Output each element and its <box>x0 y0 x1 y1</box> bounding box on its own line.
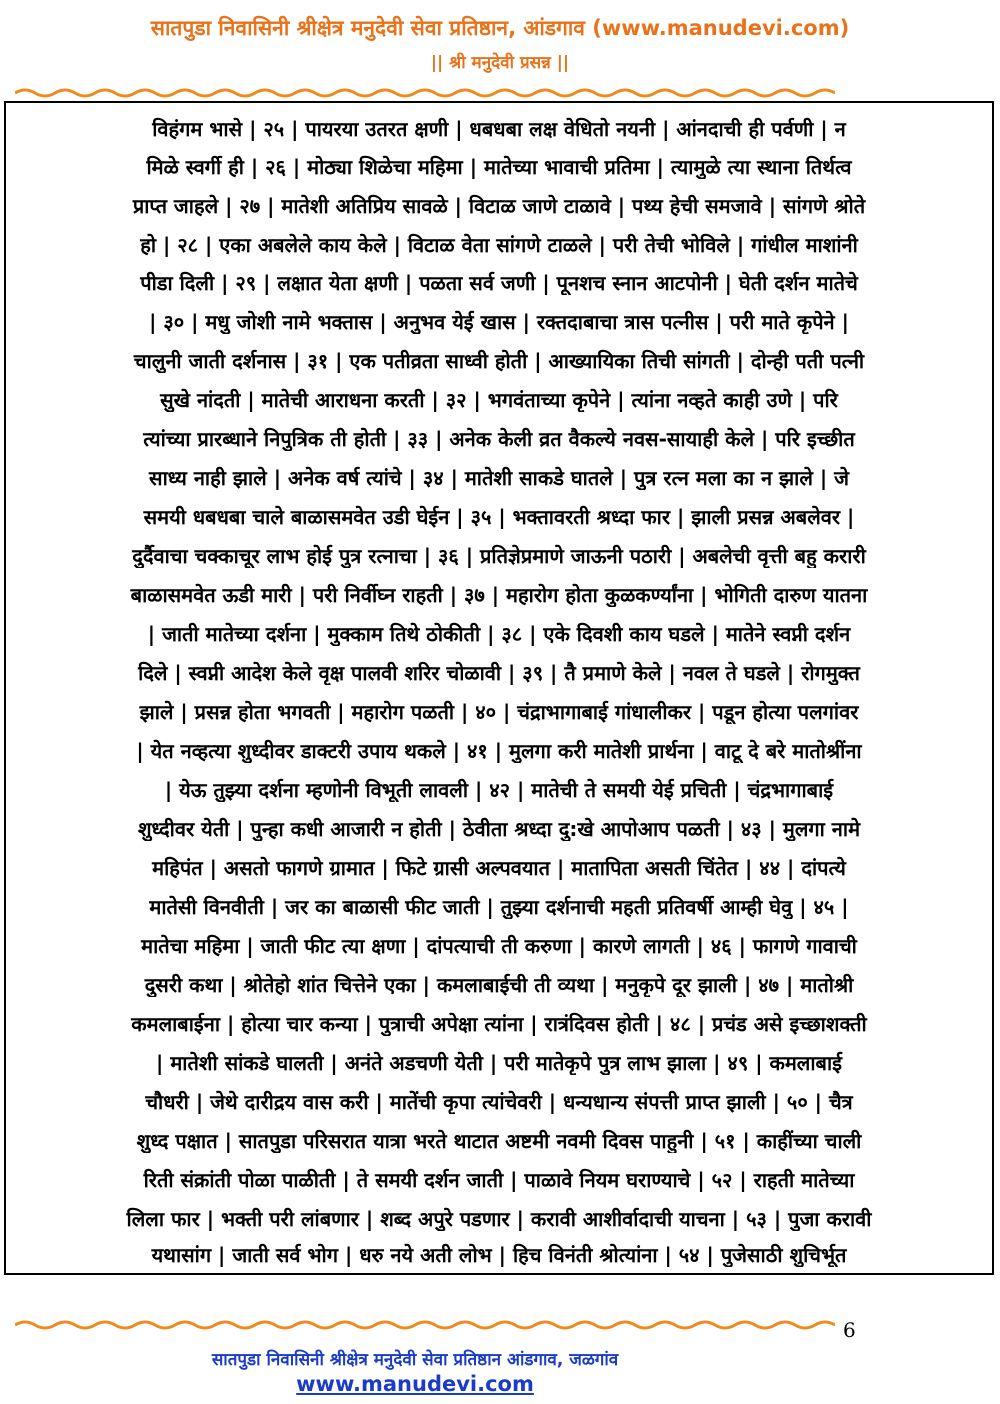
footer-organization: सातपुडा निवासिनी श्रीक्षेत्र मनुदेवी सेवा प्रतिष्ठान आंडगाव, जळगांव <box>211 1350 619 1370</box>
page-header-title: सातपुडा निवासिनी श्रीक्षेत्र मनुदेवी सेवा प्रतिष्ठान, आंडगाव (www.manudevi.com) <box>150 16 850 40</box>
verse-line: हो | २८ | एका अबलेले काय केले | विटाळ वेता सांगणे टाळले | परी तेची भोविले | गांधील माशांनी <box>140 233 858 257</box>
verse-line: | ३० | मधु जोशी नामे भक्तास | अनुभव येई खास | रक्तदाबाचा त्रास पत्नीस | परी माते कृपेने | <box>149 310 849 334</box>
header-decorative-rule <box>15 86 835 100</box>
verse-line: | येत नव्हत्या शुध्दीवर डाक्टरी उपाय थकले | ४१ | मुलगा करी मातेशी प्रार्थना | वाटू दे बरे मातोश्रींना <box>136 739 862 763</box>
page-number: 6 <box>843 1318 856 1342</box>
verse-line: चालुनी जाती दर्शनास | ३१ | एक पतीव्रता साध्वी होती | आख्यायिका तिची सांगती | दोन्ही पती पत्नी <box>133 349 865 373</box>
footer-decorative-rule <box>15 1318 835 1332</box>
verse-line: रिती संक्रांती पोळा पाळीती | ते समयी दर्शन जाती | पाळावे नियम घराण्याचे | ५२ | राहती मातेच्या <box>143 1168 855 1192</box>
verse-line: दुसरी कथा | श्रोतेहो शांत चित्तेने एका | कमलाबाईची ती व्यथा | मनुकृपे दूर झाली | ४७ | मातोश्री <box>144 973 854 997</box>
footer-website-link[interactable]: www.manudevi.com <box>296 1372 534 1396</box>
verse-line: शुध्दीवर येती | पुन्हा कधी आजारी न होती | ठेवीता श्रध्दा दु:खे आपोआप पळती | ४३ | मुलगा नामे <box>137 817 861 841</box>
verse-line: | जाती मातेच्या दर्शना | मुक्काम तिथे ठोकीती | ३८ | एके दिवशी काय घडले | मातेने स्वप्नी दर्शन <box>147 622 851 646</box>
verse-line: साध्य नाही झाले | अनेक वर्ष त्यांचे | ३४ | मातेशी साकडे घातले | पुत्र रत्न मला का न झाले | जे <box>149 466 849 490</box>
verse-line: चौधरी | जेथे दारीद्रय वास करी | मातेंची कृपा त्यांचेवरी | धन्यधान्य संपत्ती प्राप्त झाली | ५० | चैत्र <box>145 1090 853 1114</box>
verse-line: त्यांच्या प्रारब्धाने निपुत्रिक ती होती | ३३ | अनेक केली व्रत वैकल्ये नवस-सायाही केले | परि इच्छीत <box>143 427 855 451</box>
verse-line: दिले | स्वप्नी आदेश केले वृक्ष पालवी शरिर चोळावी | ३९ | तै प्रमाणे केले | नवल ते घडले | रोगमुक्त <box>138 661 860 685</box>
verse-line: पीडा दिली | २९ | लक्षात येता क्षणी | पळता सर्व जणी | पूनशच स्नान आटपोनी | घेती दर्शन मातेचे <box>140 271 858 295</box>
verse-line: | मातेशी सांकडे घालती | अनंते अडचणी येती | परी मातेकृपे पुत्र लाभ झाला | ४९ | कमलाबाई <box>156 1051 842 1075</box>
verse-line: सुखे नांदती | मातेची आराधना करती | ३२ | भगवंताच्या कृपेने | त्यांना नव्हते काही उणे | परि <box>160 388 838 412</box>
verse-line: यथासांग | जाती सर्व भोग | धरु नये अती लोभ | हिच विनंती श्रोत्यांना | ५४ | पुजेसाठी शुचिर्भूत <box>151 1243 847 1267</box>
verse-line: समयी धबधबा चाले बाळासमवेत उडी घेईन | ३५ | भक्तावरती श्रध्दा फार | झाली प्रसन्न अबलेवर | <box>143 505 855 529</box>
verse-line: शुध्द पक्षात | सातपुडा परिसरात यात्रा भरते थाटात अष्टमी नवमी दिवस पाहुनी | ५१ | काहींच्या चाली <box>136 1129 862 1153</box>
verse-line: महिपंत | असतो फागणे ग्रामात | फिटे ग्रासी अल्पवयात | मातापिता असती चिंतेत | ४४ | दांपत्ये <box>152 856 846 880</box>
verse-line: कमलाबाईना | होत्या चार कन्या | पुत्राची अपेक्षा त्यांना | रात्रंदिवस होती | ४८ | प्रचंड असे इच्छाशक्ती <box>131 1012 867 1036</box>
verse-line: झाले | प्रसन्न होता भगवती | महारोग पळती | ४० | चंद्राभागाबाई गांधालीकर | पडून होत्या पलगांवर <box>139 700 859 724</box>
page-header-subtitle: || श्री मनुदेवी प्रसन्न || <box>430 53 570 73</box>
verse-line: मिळे स्वर्गी ही | २६ | मोठ्या शिळेचा महिमा | मातेच्या भावाची प्रतिमा | त्यामुळे त्या स्थाना तिर्थत्व <box>146 155 852 179</box>
verse-line: | येऊ तुझ्या दर्शना म्हणोनी विभूती लावली | ४२ | मातेची ते समयी येई प्रचिती | चंद्रभागाबाई <box>164 778 834 802</box>
verse-text-box <box>4 101 994 1275</box>
verse-line: प्राप्त जाहले | २७ | मातेशी अतिप्रिय सावळे | विटाळ जाणे टाळावे | पथ्य हेची समजावे | सांगणे श्रोते <box>132 194 866 218</box>
verse-line: बाळासमवेत ऊडी मारी | परी निर्वीघ्न राहती | ३७ | महारोग होता कुळकर्ण्यांना | भोगिती दारुण यातना <box>130 583 868 607</box>
verse-line: मातेसी विनवीती | जर का बाळासी फीट जाती | तुझ्या दर्शनाची महती प्रतिवर्षी आम्ही घेवु | ४५ | <box>149 895 849 919</box>
verse-line: दुर्दैवाचा चक्काचूर लाभ होई पुत्र रत्नाचा | ३६ | प्रतिज्ञेप्रमाणे जाऊनी पठारी | अबलेची वृत्ती बहु करारी <box>132 544 866 568</box>
verse-line: लिला फार | भक्ती परी लांबणार | शब्द अपुरे पडणार | करावी आशीर्वादाची याचना | ५३ | पुजा करावी <box>126 1207 872 1231</box>
verse-line: विहंगम भासे | २५ | पायरया उतरत क्षणी | धबधबा लक्ष वेधितो नयनी | आंनदाची ही पर्वणी | न <box>152 117 846 141</box>
verse-line: मातेचा महिमा | जाती फीट त्या क्षणा | दांपत्याची ती करुणा | कारणे लागती | ४६ | फागणे गावाची <box>141 934 857 958</box>
